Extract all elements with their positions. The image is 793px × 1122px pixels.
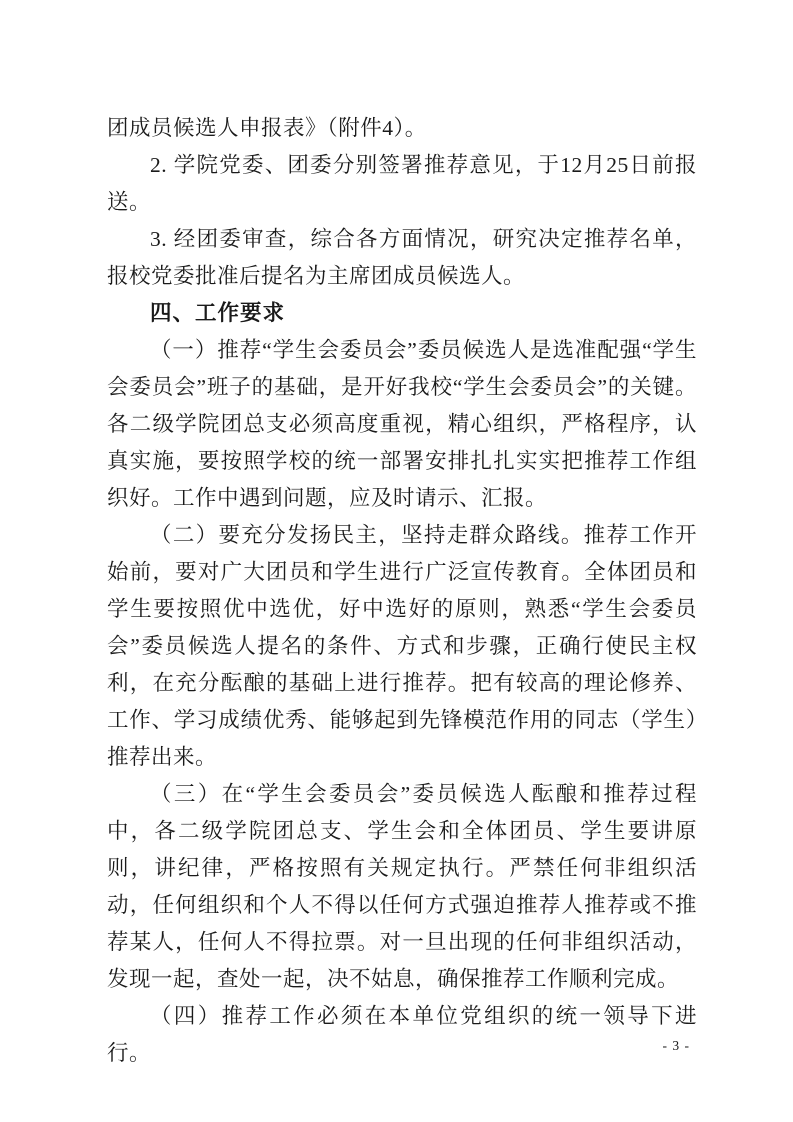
page-number: - 3 - bbox=[662, 1038, 690, 1053]
document-body bbox=[107, 110, 697, 1072]
paragraph-requirement-2: （二）要充分发扬民主，坚持走群众路线。推荐工作开始前，要对广大团员和学生进行广泛宣传教育。全体团员和学生要按照优中选优，好中选好的原则，熟悉“学生会委员会”委员候选人提名的条件、方式和步骤，正确行使民主权利，在充分酝酿的基础上进行推荐。把有较高的理论修养、工作、学习成绩优秀、能够起到先锋模范作用的同志（学生）推荐出来。 bbox=[107, 523, 697, 769]
paragraph-requirement-1: （一）推荐“学生会委员会”委员候选人是选准配强“学生会委员会”班子的基础，是开好我校“学生会委员会”的关键。各二级学院团总支必须高度重视，精心组织，严格程序，认真实施，要按照学校的统一部署安排扎扎实实把推荐工作组织好。工作中遇到问题，应及时请示、汇报。 bbox=[107, 338, 697, 510]
numbered-item-3: 3. 经团委审查，综合各方面情况，研究决定推荐名单，报校党委批准后提名为主席团成员候选人。 bbox=[107, 227, 697, 288]
paragraph-continuation: 团成员候选人申报表》（附件4）。 bbox=[107, 116, 427, 140]
numbered-item-2: 2. 学院党委、团委分别签署推荐意见，于12月25日前报送。 bbox=[107, 153, 697, 214]
paragraph-requirement-3: （三）在“学生会委员会”委员候选人酝酿和推荐过程中，各二级学院团总支、学生会和全体团员、学生要讲原则，讲纪律，严格按照有关规定执行。严禁任何非组织活动，任何组织和个人不得以任何方式强迫推荐人推荐或不推荐某人，任何人不得拉票。对一旦出现的任何非组织活动，发现一起，查处一起，决不姑息，确保推荐工作顺利完成。 bbox=[107, 782, 697, 991]
paragraph-requirement-4: （四）推荐工作必须在本单位党组织的统一领导下进行。 bbox=[107, 1004, 697, 1065]
section-heading-work-requirements: 四、工作要求 bbox=[150, 301, 286, 325]
